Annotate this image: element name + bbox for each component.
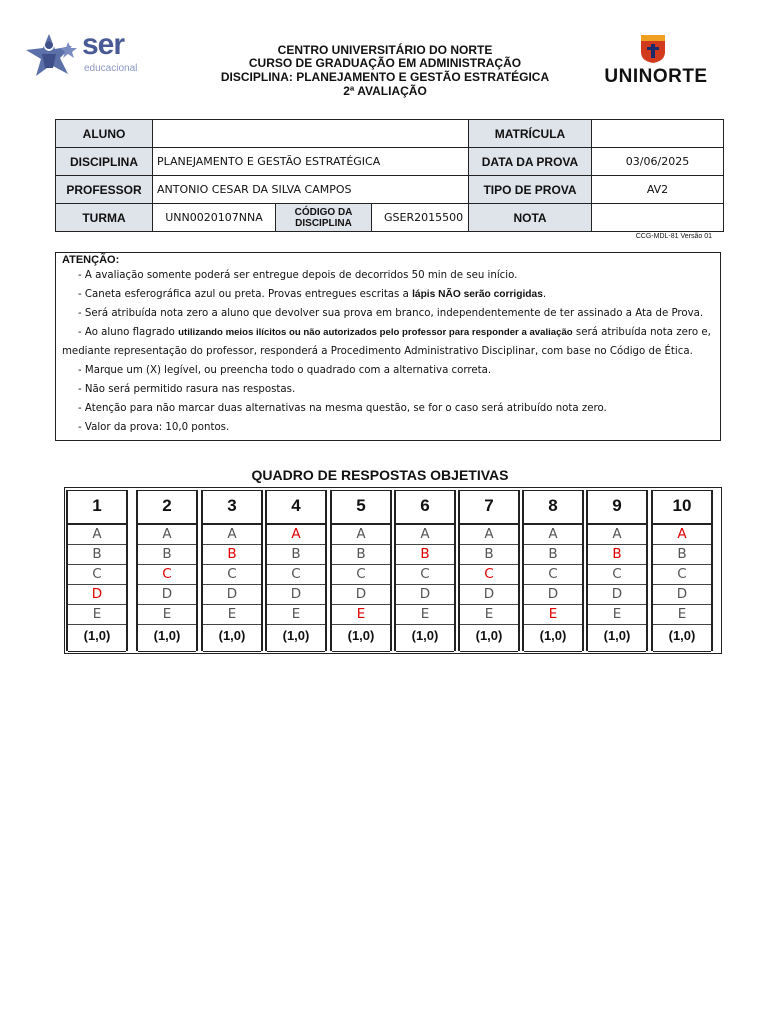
- option-c-cell[interactable]: C: [138, 565, 196, 585]
- matricula-label: MATRÍCULA: [469, 120, 592, 148]
- attention-box: [55, 252, 721, 441]
- codigo-label-line1: CÓDIGO DA: [294, 206, 353, 218]
- option-b-cell[interactable]: B: [332, 545, 390, 565]
- disciplina-label: DISCIPLINA: [56, 148, 153, 176]
- option-e-cell[interactable]: E: [203, 605, 261, 625]
- table-row: [56, 148, 724, 176]
- uninorte-logo-text: UNINORTE: [604, 66, 708, 87]
- option-b-cell[interactable]: B: [138, 545, 196, 565]
- attention-text: - Caneta esferográfica azul ou preta. Provas entregues escritas a: [78, 289, 413, 300]
- question-column: [136, 490, 198, 651]
- option-d-cell[interactable]: D: [396, 585, 454, 605]
- option-a-cell[interactable]: A: [396, 525, 454, 545]
- option-e-cell[interactable]: E: [138, 605, 196, 625]
- question-column: [651, 490, 713, 651]
- question-points: (1,0): [524, 625, 582, 652]
- aluno-field[interactable]: [153, 120, 469, 148]
- attention-bold-text: lápis NÃO serão corrigidas: [412, 289, 543, 300]
- turma-value: UNN0020107NNA: [153, 204, 276, 232]
- matricula-field[interactable]: [592, 120, 724, 148]
- option-b-cell[interactable]: B: [588, 545, 646, 565]
- ser-educacional-logo: [22, 28, 162, 82]
- option-e-cell[interactable]: E: [396, 605, 454, 625]
- question-points: (1,0): [332, 625, 390, 652]
- option-a-cell[interactable]: A: [138, 525, 196, 545]
- data-prova-label: DATA DA PROVA: [469, 148, 592, 176]
- option-e-cell[interactable]: E: [524, 605, 582, 625]
- tipo-prova-label: TIPO DE PROVA: [469, 176, 592, 204]
- option-a-cell[interactable]: A: [524, 525, 582, 545]
- professor-label: PROFESSOR: [56, 176, 153, 204]
- question-number: 9: [588, 490, 646, 525]
- header-discipline: DISCIPLINA: PLANEJAMENTO E GESTÃO ESTRATÉGICA: [220, 70, 550, 84]
- aluno-label: ALUNO: [56, 120, 153, 148]
- option-a-cell[interactable]: A: [588, 525, 646, 545]
- question-column: [66, 490, 128, 651]
- option-b-cell[interactable]: B: [524, 545, 582, 565]
- tipo-prova-value: AV2: [592, 176, 724, 204]
- option-c-cell[interactable]: C: [267, 565, 325, 585]
- question-column: [458, 490, 520, 651]
- table-row: [56, 204, 724, 232]
- option-c-cell[interactable]: C: [203, 565, 261, 585]
- attention-item: [62, 285, 714, 304]
- question-points: (1,0): [138, 625, 196, 652]
- option-d-cell[interactable]: D: [460, 585, 518, 605]
- option-e-cell[interactable]: E: [332, 605, 390, 625]
- attention-item: mediante representação do professor, responderá a Procedimento Administrativo Disciplinar, com base no Código de Ética.: [62, 346, 693, 357]
- ser-logo-text: ser: [82, 28, 125, 61]
- question-number: 1: [68, 490, 126, 525]
- option-b-cell[interactable]: B: [396, 545, 454, 565]
- codigo-disciplina-value: GSER2015500: [372, 204, 469, 232]
- attention-item: - Marque um (X) legível, ou preencha todo o quadrado com a alternativa correta.: [78, 365, 492, 376]
- student-info-table: [55, 119, 724, 232]
- attention-text: será atribuída nota zero e,: [572, 327, 711, 338]
- professor-value: ANTONIO CESAR DA SILVA CAMPOS: [153, 176, 469, 204]
- option-c-cell[interactable]: C: [396, 565, 454, 585]
- question-number: 3: [203, 490, 261, 525]
- uninorte-logo: [594, 32, 718, 90]
- option-a-cell[interactable]: A: [460, 525, 518, 545]
- option-d-cell[interactable]: D: [203, 585, 261, 605]
- nota-field[interactable]: [592, 204, 724, 232]
- attention-item: - Atenção para não marcar duas alternativas na mesma questão, se for o caso será atribuído nota zero.: [78, 403, 607, 414]
- question-points: (1,0): [267, 625, 325, 652]
- turma-label: TURMA: [56, 204, 153, 232]
- nota-label: NOTA: [469, 204, 592, 232]
- question-points: (1,0): [460, 625, 518, 652]
- question-points: (1,0): [68, 625, 126, 652]
- attention-text: - Ao aluno flagrado: [78, 327, 179, 338]
- question-column: [522, 490, 584, 651]
- codigo-label-line2: DISCIPLINA: [295, 217, 352, 229]
- question-number: 2: [138, 490, 196, 525]
- option-b-cell[interactable]: B: [203, 545, 261, 565]
- attention-text: .: [542, 289, 547, 300]
- option-a-cell[interactable]: A: [68, 525, 126, 545]
- question-points: (1,0): [396, 625, 454, 652]
- option-a-cell[interactable]: A: [203, 525, 261, 545]
- question-column: [586, 490, 648, 651]
- question-number: 8: [524, 490, 582, 525]
- question-column: [330, 490, 392, 651]
- attention-item: - Não será permitido rasura nas respostas.: [78, 384, 296, 395]
- option-e-cell[interactable]: E: [653, 605, 711, 625]
- disciplina-value: PLANEJAMENTO E GESTÃO ESTRATÉGICA: [153, 148, 469, 176]
- option-e-cell[interactable]: E: [588, 605, 646, 625]
- header-exam: 2ª AVALIAÇÃO: [343, 84, 427, 98]
- option-b-cell[interactable]: B: [460, 545, 518, 565]
- option-a-cell[interactable]: A: [332, 525, 390, 545]
- option-b-cell[interactable]: B: [653, 545, 711, 565]
- option-c-cell[interactable]: C: [460, 565, 518, 585]
- question-column: [201, 490, 263, 651]
- option-a-cell[interactable]: A: [267, 525, 325, 545]
- option-d-cell[interactable]: D: [138, 585, 196, 605]
- attention-item: - Valor da prova: 10,0 pontos.: [78, 422, 230, 433]
- option-c-cell[interactable]: C: [524, 565, 582, 585]
- question-column: [394, 490, 456, 651]
- answer-grid-title: QUADRO DE RESPOSTAS OBJETIVAS: [251, 467, 509, 483]
- ser-logo-subtext: educacional: [84, 63, 138, 74]
- option-d-cell[interactable]: D: [588, 585, 646, 605]
- attention-bold-text: utilizando meios ilícitos ou não autorizados pelo professor para responder a avaliação: [178, 327, 573, 338]
- option-d-cell[interactable]: D: [524, 585, 582, 605]
- question-number: 4: [267, 490, 325, 525]
- attention-title: ATENÇÃO:: [62, 254, 120, 266]
- option-b-cell[interactable]: B: [68, 545, 126, 565]
- option-c-cell[interactable]: C: [332, 565, 390, 585]
- attention-item: - A avaliação somente poderá ser entregue depois de decorridos 50 min de seu início.: [78, 270, 518, 281]
- data-prova-value: 03/06/2025: [592, 148, 724, 176]
- option-e-cell[interactable]: E: [68, 605, 126, 625]
- question-number: 5: [332, 490, 390, 525]
- table-row: [56, 120, 724, 148]
- option-d-cell[interactable]: D: [653, 585, 711, 605]
- question-column: [265, 490, 327, 651]
- option-e-cell[interactable]: E: [460, 605, 518, 625]
- option-c-cell[interactable]: C: [68, 565, 126, 585]
- header-course: CURSO DE GRADUAÇÃO EM ADMINISTRAÇÃO: [248, 56, 522, 70]
- table-row: [56, 176, 724, 204]
- attention-item: [62, 323, 714, 342]
- option-d-cell[interactable]: D: [68, 585, 126, 605]
- answer-grid: [64, 487, 722, 654]
- attention-item: - Será atribuída nota zero a aluno que devolver sua prova em branco, independentemente de ter assinado a Ata de Prova.: [78, 308, 704, 319]
- option-d-cell[interactable]: D: [267, 585, 325, 605]
- question-number: 6: [396, 490, 454, 525]
- star-figure-icon: [22, 32, 82, 82]
- version-label: CCG-MDL-81 Versão 01: [635, 233, 712, 240]
- question-points: (1,0): [653, 625, 711, 652]
- option-d-cell[interactable]: D: [332, 585, 390, 605]
- question-number: 10: [653, 490, 711, 525]
- option-c-cell[interactable]: C: [653, 565, 711, 585]
- question-points: (1,0): [588, 625, 646, 652]
- option-e-cell[interactable]: E: [267, 605, 325, 625]
- question-points: (1,0): [203, 625, 261, 652]
- question-number: 7: [460, 490, 518, 525]
- option-a-cell[interactable]: A: [653, 525, 711, 545]
- option-c-cell[interactable]: C: [588, 565, 646, 585]
- codigo-disciplina-label: [276, 204, 372, 232]
- header-institution: CENTRO UNIVERSITÁRIO DO NORTE: [277, 43, 493, 57]
- option-b-cell[interactable]: B: [267, 545, 325, 565]
- shield-icon: [640, 32, 666, 64]
